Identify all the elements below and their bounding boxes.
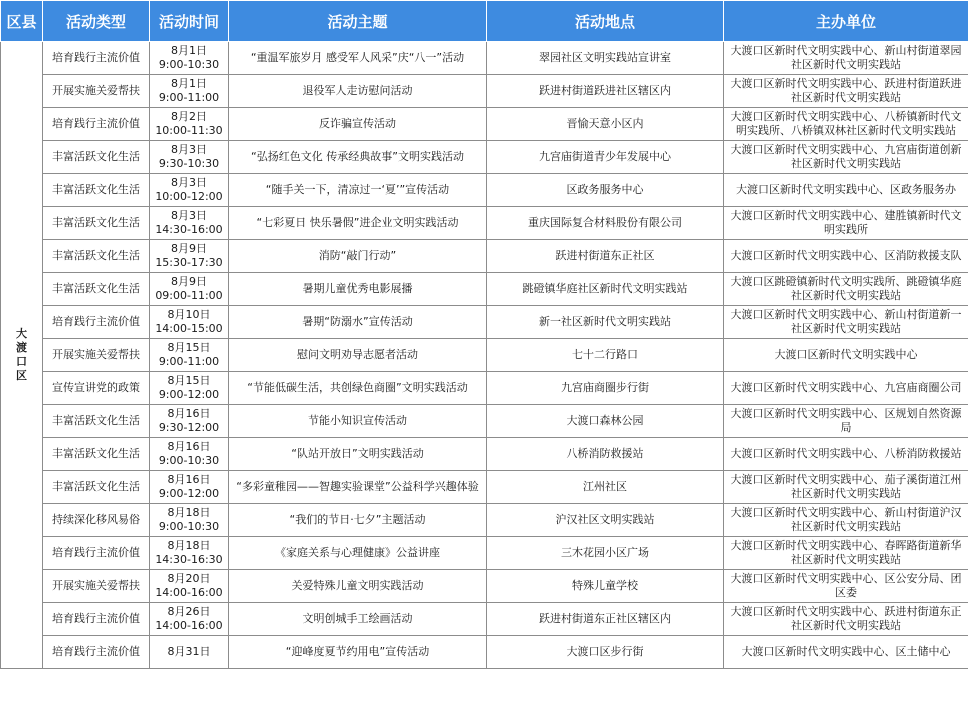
- activity-date: 8月1日: [171, 44, 207, 57]
- activity-time-cell: [150, 42, 229, 75]
- activity-date: 8月16日: [167, 473, 211, 486]
- activity-type-cell: 丰富活跃文化生活: [43, 273, 150, 306]
- organizer-cell: 大渡口区新时代文明实践中心、区消防救援支队: [724, 240, 968, 273]
- organizer-cell: 大渡口区新时代文明实践中心、八桥消防救援站: [724, 438, 968, 471]
- activity-location-cell: 江州社区: [487, 471, 724, 504]
- organizer-cell: 大渡口区新时代文明实践中心、八桥镇新时代文明实践所、八桥镇双林社区新时代文明实践站: [724, 108, 968, 141]
- activity-date: 8月9日: [171, 275, 207, 288]
- activity-type-cell: 培育践行主流价值: [43, 603, 150, 636]
- activity-date: 8月16日: [167, 407, 211, 420]
- organizer-cell: 大渡口区新时代文明实践中心、建胜镇新时代文明实践所: [724, 207, 968, 240]
- activity-theme-cell: “节能低碳生活，共创绿色商圈”文明实践活动: [229, 372, 487, 405]
- activity-date: 8月15日: [167, 374, 211, 387]
- activity-date: 8月18日: [167, 506, 211, 519]
- district-char: 区: [16, 369, 27, 382]
- activity-hours: 9:00-10:30: [158, 58, 220, 71]
- activity-type-cell: 培育践行主流价值: [43, 306, 150, 339]
- organizer-cell: 大渡口区新时代文明实践中心、春晖路街道新华社区新时代文明实践站: [724, 537, 968, 570]
- activity-date: 8月16日: [167, 440, 211, 453]
- organizer-cell: 大渡口区跳磴镇新时代文明实践所、跳磴镇华庭社区新时代文明实践站: [724, 273, 968, 306]
- activity-location-cell: 大渡口森林公园: [487, 405, 724, 438]
- table-row: [1, 570, 968, 603]
- activity-hours: 14:30-16:30: [155, 553, 223, 566]
- header-type: 活动类型: [43, 1, 150, 42]
- activity-date: 8月9日: [171, 242, 207, 255]
- activity-location-cell: 跳磴镇华庭社区新时代文明实践站: [487, 273, 724, 306]
- activity-hours: 10:00-12:00: [155, 190, 223, 203]
- activity-type-cell: 培育践行主流价值: [43, 636, 150, 669]
- activity-location-cell: 区政务服务中心: [487, 174, 724, 207]
- activity-location-cell: 沪汉社区文明实践站: [487, 504, 724, 537]
- activity-time-cell: [150, 570, 229, 603]
- organizer-cell: 大渡口区新时代文明实践中心、九宫庙街道创新社区新时代文明实践站: [724, 141, 968, 174]
- organizer-cell: 大渡口区新时代文明实践中心、新山村街道翠园社区新时代文明实践站: [724, 42, 968, 75]
- activity-time-cell: [150, 537, 229, 570]
- activity-hours: 9:00-12:00: [158, 388, 220, 401]
- table-row: [1, 174, 968, 207]
- activity-time-cell: [150, 636, 229, 669]
- activity-location-cell: 重庆国际复合材料股份有限公司: [487, 207, 724, 240]
- organizer-cell: 大渡口区新时代文明实践中心、跃进村街道跃进社区新时代文明实践站: [724, 75, 968, 108]
- activity-time-cell: [150, 240, 229, 273]
- table-row: [1, 405, 968, 438]
- organizer-cell: 大渡口区新时代文明实践中心、九宫庙商圈公司: [724, 372, 968, 405]
- activity-date: 8月18日: [167, 539, 211, 552]
- activity-time-cell: [150, 75, 229, 108]
- activity-time-cell: [150, 603, 229, 636]
- activity-date: 8月1日: [171, 77, 207, 90]
- activity-hours: 10:00-11:30: [155, 124, 223, 137]
- table-row: [1, 141, 968, 174]
- activity-time-cell: [150, 372, 229, 405]
- activity-date: 8月3日: [171, 143, 207, 156]
- activity-location-cell: 八桥消防救援站: [487, 438, 724, 471]
- table-row: [1, 438, 968, 471]
- activity-time-cell: [150, 306, 229, 339]
- activity-theme-cell: “队站开放日”文明实践活动: [229, 438, 487, 471]
- header-row: [1, 1, 968, 42]
- activity-hours: 9:30-12:00: [158, 421, 220, 434]
- activity-type-cell: 开展实施关爱帮扶: [43, 570, 150, 603]
- activity-type-cell: 丰富活跃文化生活: [43, 207, 150, 240]
- activity-location-cell: 九宫庙街道青少年发展中心: [487, 141, 724, 174]
- activity-type-cell: 培育践行主流价值: [43, 108, 150, 141]
- activity-hours: 15:30-17:30: [155, 256, 223, 269]
- table-row: [1, 240, 968, 273]
- table-row: [1, 537, 968, 570]
- table-row: [1, 372, 968, 405]
- activity-time-cell: [150, 339, 229, 372]
- activity-time-cell: [150, 471, 229, 504]
- activity-theme-cell: “重温军旅岁月 感受军人风采”庆“八一”活动: [229, 42, 487, 75]
- activity-date: 8月10日: [167, 308, 211, 321]
- activity-hours: 14:00-15:00: [155, 322, 223, 335]
- activity-location-cell: 七十二行路口: [487, 339, 724, 372]
- district-cell: [1, 42, 43, 669]
- activity-type-cell: 丰富活跃文化生活: [43, 471, 150, 504]
- activity-hours: 9:00-11:00: [158, 91, 220, 104]
- activity-type-cell: 丰富活跃文化生活: [43, 438, 150, 471]
- activity-location-cell: 晋愉天意小区内: [487, 108, 724, 141]
- activity-time-cell: [150, 174, 229, 207]
- organizer-cell: 大渡口区新时代文明实践中心、新山村街道沪汉社区新时代文明实践站: [724, 504, 968, 537]
- activity-type-cell: 丰富活跃文化生活: [43, 174, 150, 207]
- activity-type-cell: 丰富活跃文化生活: [43, 141, 150, 174]
- header-theme: 活动主题: [229, 1, 487, 42]
- activity-date: 8月2日: [171, 110, 207, 123]
- activity-theme-cell: “迎峰度夏节约用电”宣传活动: [229, 636, 487, 669]
- organizer-cell: 大渡口区新时代文明实践中心: [724, 339, 968, 372]
- activity-type-cell: 开展实施关爱帮扶: [43, 339, 150, 372]
- activity-date: 8月15日: [167, 341, 211, 354]
- activity-theme-cell: 关爱特殊儿童文明实践活动: [229, 570, 487, 603]
- activity-hours: 9:00-10:30: [158, 454, 220, 467]
- activity-theme-cell: 暑期儿童优秀电影展播: [229, 273, 487, 306]
- activity-location-cell: 九宫庙商圈步行街: [487, 372, 724, 405]
- activity-theme-cell: “七彩夏日 快乐暑假”进企业文明实践活动: [229, 207, 487, 240]
- organizer-cell: 大渡口区新时代文明实践中心、区公安分局、团区委: [724, 570, 968, 603]
- activity-location-cell: 跃进村街道东正社区辖区内: [487, 603, 724, 636]
- activity-location-cell: 跃进村街道东正社区: [487, 240, 724, 273]
- activity-theme-cell: 《家庭关系与心理健康》公益讲座: [229, 537, 487, 570]
- activity-location-cell: 新一社区新时代文明实践站: [487, 306, 724, 339]
- activity-time-cell: [150, 273, 229, 306]
- activity-theme-cell: “多彩童稚园——智趣实验课堂”公益科学兴趣体验: [229, 471, 487, 504]
- activity-theme-cell: “随手关一下，清凉过一‘夏’”宣传活动: [229, 174, 487, 207]
- activity-hours: 9:00-11:00: [158, 355, 220, 368]
- activity-theme-cell: “弘扬红色文化 传承经典故事”文明实践活动: [229, 141, 487, 174]
- activity-time-cell: [150, 504, 229, 537]
- table-row: [1, 306, 968, 339]
- activity-theme-cell: 文明创城手工绘画活动: [229, 603, 487, 636]
- activity-theme-cell: 退役军人走访慰问活动: [229, 75, 487, 108]
- table-row: [1, 636, 968, 669]
- activity-location-cell: 大渡口区步行街: [487, 636, 724, 669]
- activity-theme-cell: 慰问文明劝导志愿者活动: [229, 339, 487, 372]
- activity-theme-cell: “我们的节日·七夕”主题活动: [229, 504, 487, 537]
- activity-type-cell: 培育践行主流价值: [43, 42, 150, 75]
- activity-type-cell: 培育践行主流价值: [43, 537, 150, 570]
- activity-time-cell: [150, 141, 229, 174]
- organizer-cell: 大渡口区新时代文明实践中心、新山村街道新一社区新时代文明实践站: [724, 306, 968, 339]
- organizer-cell: 大渡口区新时代文明实践中心、区土储中心: [724, 636, 968, 669]
- table-row: [1, 273, 968, 306]
- activity-hours: 14:30-16:00: [155, 223, 223, 236]
- activity-location-cell: 特殊儿童学校: [487, 570, 724, 603]
- activity-type-cell: 丰富活跃文化生活: [43, 240, 150, 273]
- activity-type-cell: 宣传宣讲党的政策: [43, 372, 150, 405]
- table-row: [1, 471, 968, 504]
- activity-date: 8月3日: [171, 209, 207, 222]
- activity-time-cell: [150, 405, 229, 438]
- activity-location-cell: 三木花园小区广场: [487, 537, 724, 570]
- activity-hours: 9:30-10:30: [158, 157, 220, 170]
- table-row: [1, 603, 968, 636]
- table-row: [1, 108, 968, 141]
- district-char: 大: [16, 327, 27, 340]
- table-row: [1, 339, 968, 372]
- header-district: 区县: [1, 1, 43, 42]
- header-location: 活动地点: [487, 1, 724, 42]
- activity-date: 8月3日: [171, 176, 207, 189]
- activity-date: 8月31日: [167, 645, 211, 658]
- activity-theme-cell: 反诈骗宣传活动: [229, 108, 487, 141]
- table-body: [1, 42, 968, 669]
- activity-theme-cell: 暑期“防溺水”宣传活动: [229, 306, 487, 339]
- table-row: [1, 75, 968, 108]
- activity-theme-cell: 消防“敲门行动”: [229, 240, 487, 273]
- activity-location-cell: 跃进村街道跃进社区辖区内: [487, 75, 724, 108]
- activity-type-cell: 开展实施关爱帮扶: [43, 75, 150, 108]
- district-char: 渡: [16, 341, 27, 354]
- activity-date: 8月26日: [167, 605, 211, 618]
- activity-time-cell: [150, 207, 229, 240]
- table-row: [1, 42, 968, 75]
- organizer-cell: 大渡口区新时代文明实践中心、区规划自然资源局: [724, 405, 968, 438]
- activity-time-cell: [150, 108, 229, 141]
- activity-location-cell: 翠园社区文明实践站宣讲室: [487, 42, 724, 75]
- activity-date: 8月20日: [167, 572, 211, 585]
- activity-theme-cell: 节能小知识宣传活动: [229, 405, 487, 438]
- table-row: [1, 504, 968, 537]
- activity-hours: 9:00-10:30: [158, 520, 220, 533]
- activity-type-cell: 持续深化移风易俗: [43, 504, 150, 537]
- activity-hours: 14:00-16:00: [155, 586, 223, 599]
- activity-hours: 9:00-12:00: [158, 487, 220, 500]
- organizer-cell: 大渡口区新时代文明实践中心、跃进村街道东正社区新时代文明实践站: [724, 603, 968, 636]
- district-label: [3, 327, 40, 383]
- district-char: 口: [16, 355, 27, 368]
- header-time: 活动时间: [150, 1, 229, 42]
- table-row: [1, 207, 968, 240]
- activity-type-cell: 丰富活跃文化生活: [43, 405, 150, 438]
- activity-hours: 09:00-11:00: [155, 289, 223, 302]
- header-organizer: 主办单位: [724, 1, 968, 42]
- activity-hours: 14:00-16:00: [155, 619, 223, 632]
- activity-time-cell: [150, 438, 229, 471]
- organizer-cell: 大渡口区新时代文明实践中心、茄子溪街道江州社区新时代文明实践站: [724, 471, 968, 504]
- organizer-cell: 大渡口区新时代文明实践中心、区政务服务办: [724, 174, 968, 207]
